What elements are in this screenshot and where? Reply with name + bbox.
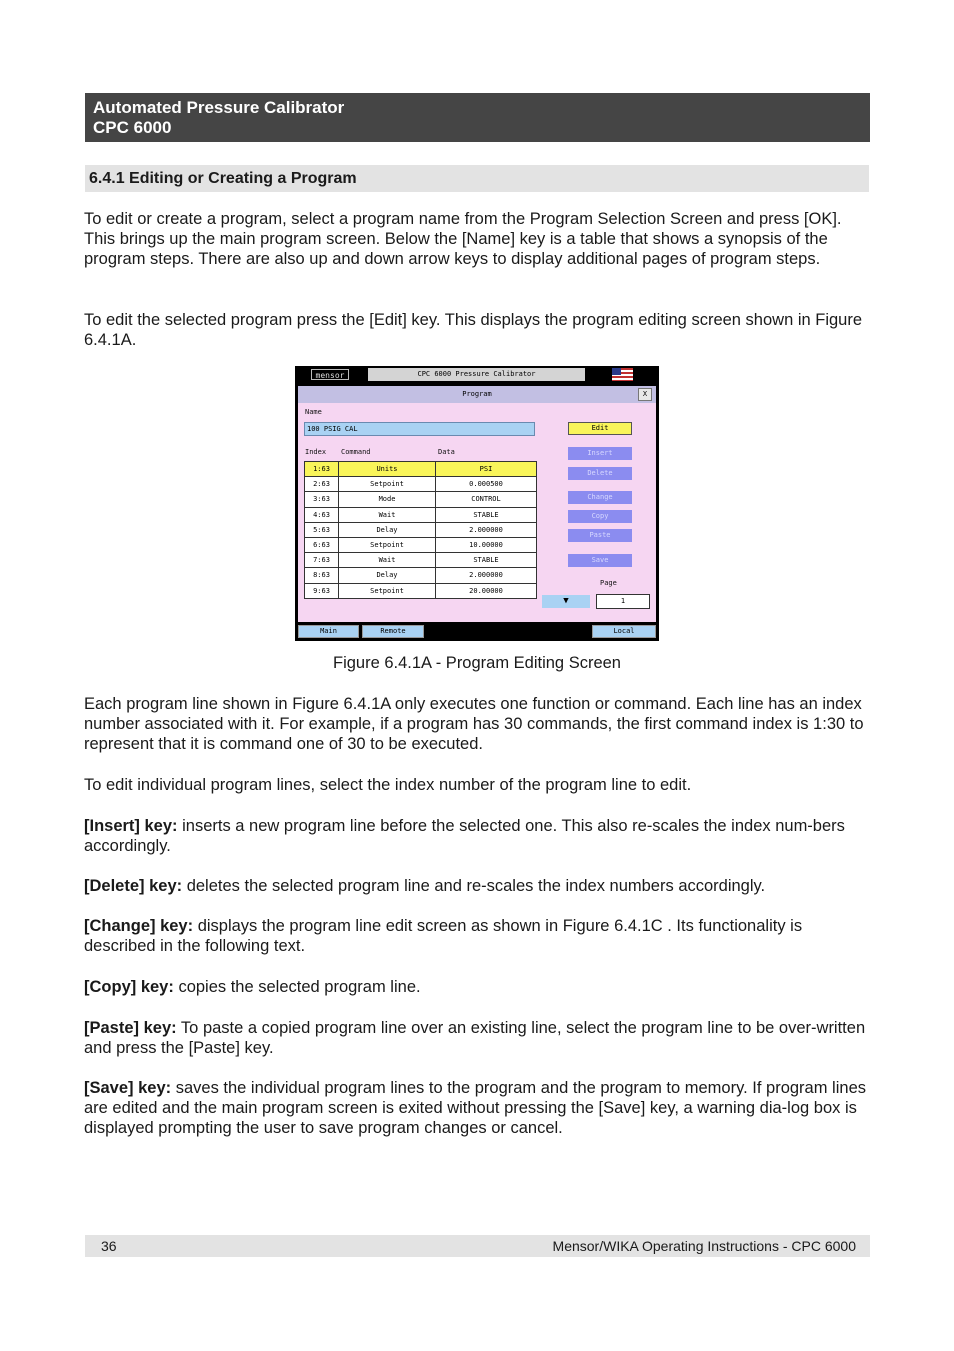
row-command: Wait [339, 553, 436, 568]
row-index: 5:63 [305, 522, 339, 537]
column-data-label: Data [438, 448, 455, 456]
column-command-label: Command [341, 448, 371, 456]
key-text: saves the individual program lines to the program and the program to memory. If program lines are edited and the main program screen is exited without pressing the [Save] key, a warning dia-log box is displayed prompting the user to save program changes or cancel. [84, 1079, 866, 1138]
row-command: Setpoint [339, 477, 436, 492]
row-data: STABLE [436, 507, 537, 522]
table-row[interactable] [305, 507, 537, 522]
row-command: Units [339, 462, 436, 477]
row-command: Delay [339, 568, 436, 583]
panel-title: Program [298, 386, 656, 403]
paste-key-description [84, 1018, 866, 1058]
section-heading: 6.4.1 Editing or Creating a Program [85, 165, 869, 192]
paste-button[interactable]: Paste [568, 529, 632, 542]
table-row[interactable] [305, 522, 537, 537]
column-index-label: Index [305, 448, 327, 456]
table-row[interactable] [305, 568, 537, 583]
row-data: 10.00000 [436, 537, 537, 552]
page-number-field[interactable]: 1 [596, 594, 650, 609]
insert-button[interactable]: Insert [568, 447, 632, 460]
delete-button[interactable]: Delete [568, 467, 632, 480]
row-index: 4:63 [305, 507, 339, 522]
key-text: deletes the selected program line and re-scales the index numbers accordingly. [182, 877, 766, 895]
paragraph-program-lines: Each program line shown in Figure 6.4.1A only executes one function or command. Each line has an index number associated with it. For example, if a program has 30 commands, the first command index is 1:30 to represent that it is command one of 30 to be executed. [84, 695, 864, 754]
row-index: 7:63 [305, 553, 339, 568]
program-panel [298, 386, 656, 622]
save-button[interactable]: Save [568, 554, 632, 567]
footer-title: Mensor/WIKA Operating Instructions - CPC 6000 [552, 1238, 856, 1254]
row-index: 2:63 [305, 477, 339, 492]
table-row[interactable] [305, 537, 537, 552]
row-command: Wait [339, 507, 436, 522]
remote-button[interactable]: Remote [362, 625, 424, 638]
key-text: displays the program line edit screen as shown in Figure 6.4.1C . Its functionality is described in the following text. [84, 917, 803, 956]
local-button[interactable]: Local [592, 625, 656, 638]
close-button[interactable]: X [638, 388, 652, 401]
window-title: CPC 6000 Pressure Calibrator [368, 368, 585, 381]
paragraph-edit-lines: To edit individual program lines, select the index number of the program line to edit. [84, 776, 692, 794]
key-term: [Change] key: [84, 917, 194, 935]
table-row[interactable] [305, 477, 537, 492]
key-term: [Delete] key: [84, 877, 183, 895]
table-row[interactable] [305, 583, 537, 598]
insert-key-description [84, 816, 866, 856]
copy-key-description [84, 977, 866, 997]
us-flag-icon [612, 368, 633, 381]
program-steps-table [304, 461, 537, 599]
name-label: Name [305, 408, 322, 416]
header-title: Automated Pressure Calibrator [93, 98, 345, 117]
table-row[interactable] [305, 462, 537, 477]
row-index: 8:63 [305, 568, 339, 583]
change-button[interactable]: Change [568, 491, 632, 504]
row-command: Setpoint [339, 537, 436, 552]
header-model: CPC 6000 [93, 118, 172, 137]
table-row[interactable] [305, 553, 537, 568]
delete-key-description [84, 876, 866, 896]
edit-button[interactable]: Edit [568, 422, 632, 435]
key-text: To paste a copied program line over an existing line, select the program line to be over-written and press the [Paste] key. [84, 1019, 866, 1058]
document-footer [85, 1235, 870, 1257]
save-key-description [84, 1078, 866, 1139]
key-term: [Save] key: [84, 1079, 172, 1097]
row-data: PSI [436, 462, 537, 477]
program-name-field[interactable]: 100 PSIG CAL [304, 422, 535, 436]
row-index: 6:63 [305, 537, 339, 552]
table-row[interactable] [305, 492, 537, 507]
paragraph-intro: To edit or create a program, select a program name from the Program Selection Screen and press [OK]. This brings up the main program screen. Below the [Name] key is a table that shows a synopsis of the program steps. There are also up and down arrow keys to display additional pages of program steps. [84, 210, 842, 269]
row-command: Mode [339, 492, 436, 507]
main-button[interactable]: Main [298, 625, 359, 638]
row-command: Setpoint [339, 583, 436, 598]
row-data: STABLE [436, 553, 537, 568]
page-label: Page [600, 579, 617, 587]
figure-program-editing-screen [295, 366, 659, 641]
key-term: [Insert] key: [84, 817, 178, 835]
key-text: inserts a new program line before the selected one. This also re-scales the index num-bers accordingly. [84, 817, 845, 856]
change-key-description [84, 916, 866, 956]
row-command: Delay [339, 522, 436, 537]
page-down-arrow-icon[interactable]: ▼ [542, 595, 590, 608]
key-term: [Copy] key: [84, 978, 174, 996]
row-data: 20.00000 [436, 583, 537, 598]
figure-caption: Figure 6.4.1A - Program Editing Screen [333, 654, 621, 672]
key-text: copies the selected program line. [173, 978, 421, 996]
paragraph-edit: To edit the selected program press the [Edit] key. This displays the program editing screen shown in Figure 6.4.1A. [84, 311, 863, 350]
page-number: 36 [101, 1238, 117, 1254]
row-index: 1:63 [305, 462, 339, 477]
key-term: [Paste] key: [84, 1019, 177, 1037]
document-header [85, 93, 870, 142]
row-data: 0.000500 [436, 477, 537, 492]
mensor-logo: mensor [311, 369, 349, 380]
row-data: 2.000000 [436, 522, 537, 537]
copy-button[interactable]: Copy [568, 510, 632, 523]
row-data: CONTROL [436, 492, 537, 507]
row-index: 3:63 [305, 492, 339, 507]
row-index: 9:63 [305, 583, 339, 598]
row-data: 2.000000 [436, 568, 537, 583]
